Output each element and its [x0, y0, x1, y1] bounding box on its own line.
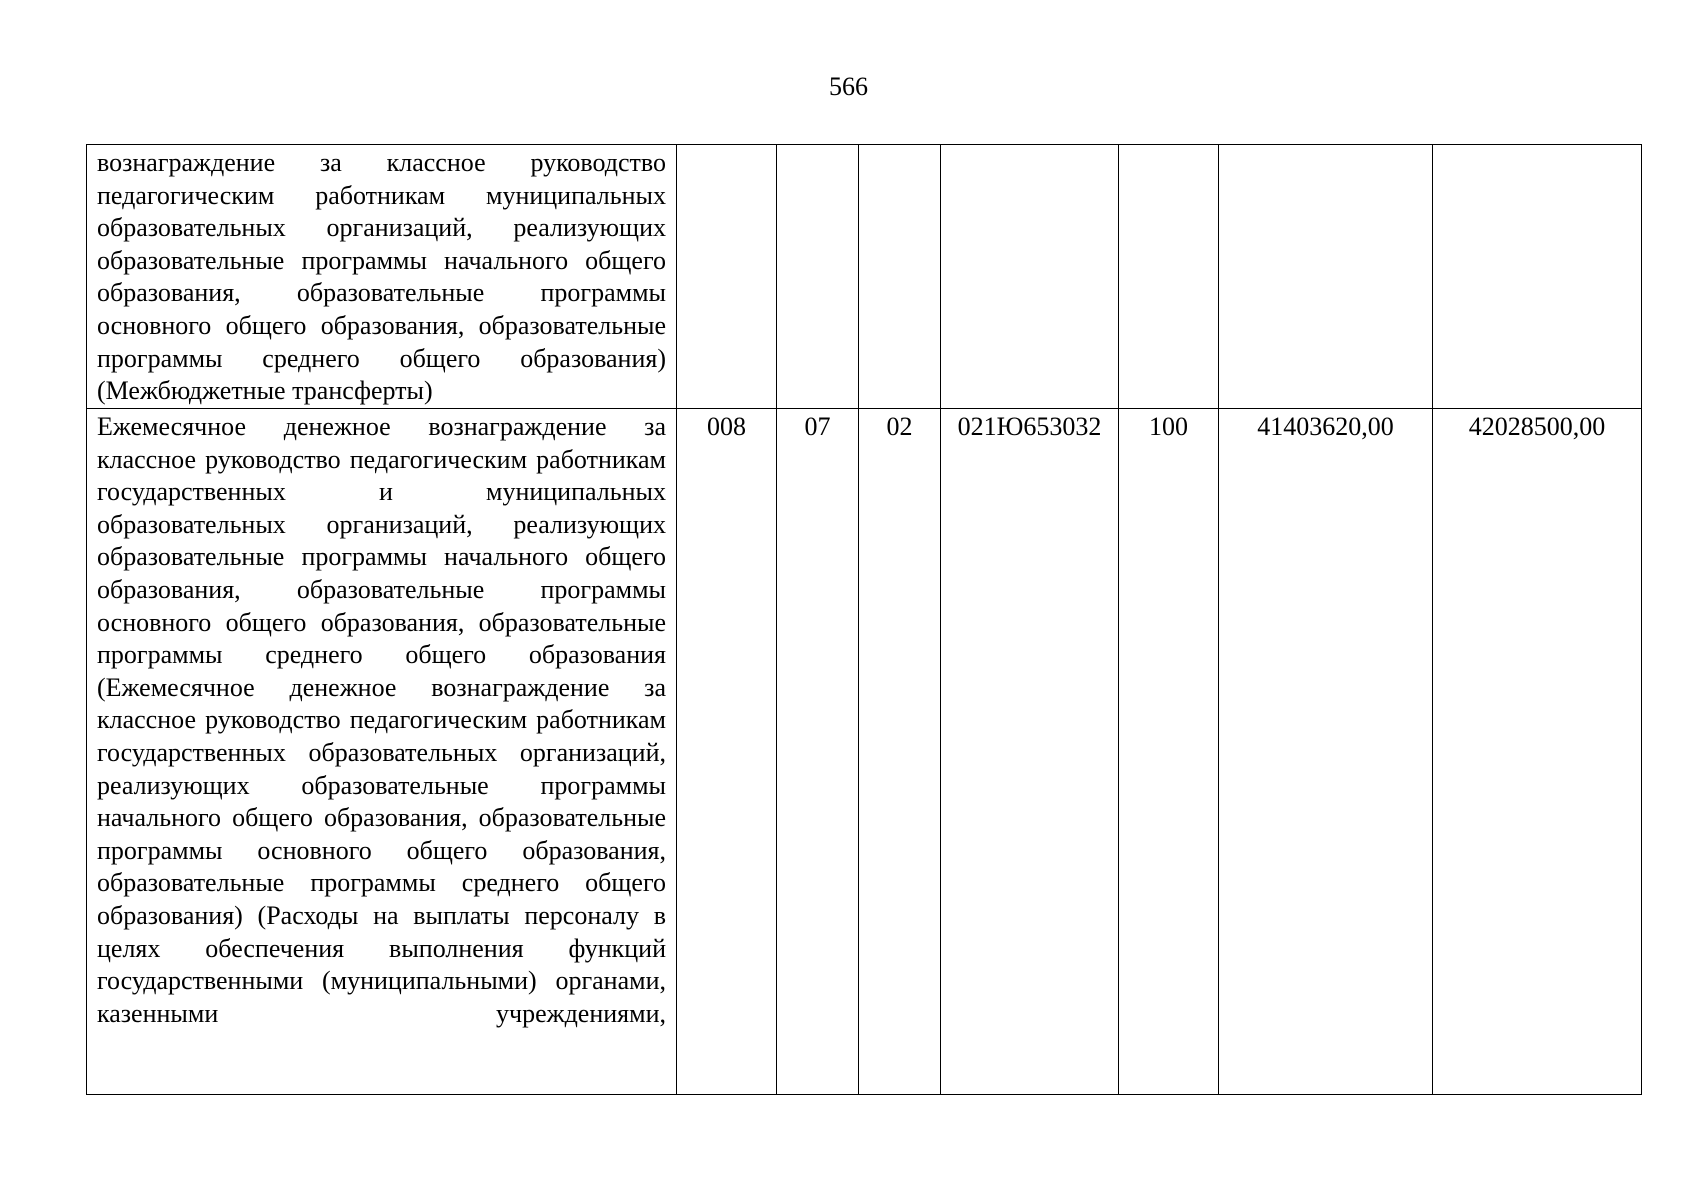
- amount-year2: 42028500,00: [1433, 409, 1642, 1095]
- row-description: вознаграждение за классное руководство педагогическим работникам муниципальных образовательных организаций, реализующих образовательные программы начального общего образования, образовательные программы основного общего образования, образовательные программы среднего общего образования) (Межбюджетные трансферты): [87, 145, 677, 409]
- amount-year1: [1219, 145, 1433, 409]
- subsection-code: [859, 145, 941, 409]
- expense-type-code: [1119, 145, 1219, 409]
- row-description: Ежемесячное денежное вознаграждение за классное руководство педагогическим работникам государственных и муниципальных образовательных организаций, реализующих образовательные программы начального общего образования, образовательные программы основного общего образования, образовательные программы среднего общего образования (Ежемесячное денежное вознаграждение за классное руководство педагогическим работникам государственных образовательных организаций, реализующих образовательные программы начального общего образования, образовательные программы основного общего образования, образовательные программы среднего общего образования) (Расходы на выплаты персоналу в целях обеспечения выполнения функций государственными (муниципальными) органами, казенными учреждениями,: [87, 409, 677, 1095]
- amount-year2: [1433, 145, 1642, 409]
- amount-year1: 41403620,00: [1219, 409, 1433, 1095]
- subsection-code: 02: [859, 409, 941, 1095]
- ministry-code: [677, 145, 777, 409]
- page-number: 566: [829, 72, 868, 101]
- ministry-code: 008: [677, 409, 777, 1095]
- budget-table: [86, 144, 1642, 1095]
- target-article-code: [941, 145, 1119, 409]
- table-row: [87, 145, 1642, 409]
- section-code: 07: [777, 409, 859, 1095]
- target-article-code: 021Ю653032: [941, 409, 1119, 1095]
- expense-type-code: 100: [1119, 409, 1219, 1095]
- section-code: [777, 145, 859, 409]
- table-row: [87, 409, 1642, 1095]
